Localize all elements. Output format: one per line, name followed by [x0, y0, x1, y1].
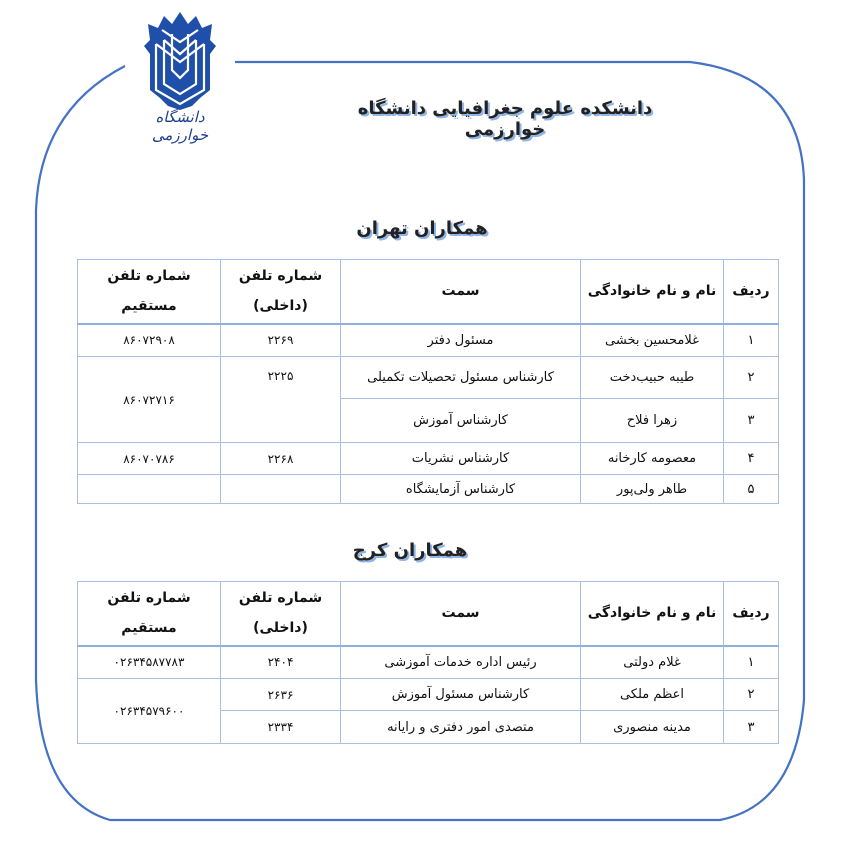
internal-phone-label: شماره تلفن: [238, 268, 323, 285]
staff-name: طیبه حبیب‌دخت: [581, 357, 724, 399]
col-header-name: نام و نام خانوادگی: [581, 582, 724, 646]
tehran-staff-table: [77, 259, 779, 504]
col-header-row: ردیف: [724, 260, 779, 324]
col-header-internal-phone: [221, 260, 341, 324]
internal-phone-label: شماره تلفن: [238, 590, 323, 607]
kharazmi-university-emblem-icon: [140, 10, 220, 110]
internal-phone: ۲۲۶۹: [221, 324, 341, 357]
direct-phone: ۸۶۰۷۲۹۰۸: [78, 324, 221, 357]
staff-name: طاهر ولی‌پور: [581, 475, 724, 504]
staff-name: مدینه منصوری: [581, 711, 724, 744]
table-row: [78, 646, 779, 679]
internal-phone: ۲۶۳۶: [221, 679, 341, 711]
table-row: [78, 443, 779, 475]
staff-position: مسئول دفتر: [341, 324, 581, 357]
col-header-position: سمت: [341, 260, 581, 324]
col-header-direct-phone: شماره تلفن مستقیم: [78, 260, 221, 324]
col-header-direct-phone: شماره تلفن مستقیم: [78, 582, 221, 646]
staff-name: اعظم ملکی: [581, 679, 724, 711]
staff-position: کارشناس مسئول آموزش: [341, 679, 581, 711]
row-number: ۳: [724, 711, 779, 744]
row-number: ۱: [724, 646, 779, 679]
staff-position: رئیس اداره خدمات آموزشی: [341, 646, 581, 679]
staff-position: کارشناس مسئول تحصیلات تکمیلی: [341, 357, 581, 399]
col-header-position: سمت: [341, 582, 581, 646]
row-number: ۵: [724, 475, 779, 504]
table-row: [78, 679, 779, 711]
row-number: ۲: [724, 679, 779, 711]
col-header-internal-phone: [221, 582, 341, 646]
col-header-name: نام و نام خانوادگی: [581, 260, 724, 324]
direct-phone: ۰۲۶۳۴۵۸۷۷۸۳: [78, 646, 221, 679]
direct-phone: ۸۶۰۷۲۷۱۶: [78, 357, 221, 443]
table-row: [78, 324, 779, 357]
direct-phone: [78, 475, 221, 504]
logo-text: دانشگاه خوارزمی: [151, 108, 209, 144]
internal-phone: ۲۴۰۴: [221, 646, 341, 679]
col-header-row: ردیف: [724, 582, 779, 646]
table-header-row: [78, 582, 779, 646]
row-number: ۲: [724, 357, 779, 399]
table-row: [78, 357, 779, 399]
tehran-section-title: همکاران تهران: [356, 218, 488, 239]
table-row: [78, 475, 779, 504]
staff-name: معصومه کارخانه: [581, 443, 724, 475]
karaj-staff-table: [77, 581, 779, 744]
karaj-section-title: همکاران کرج: [352, 540, 468, 561]
staff-name: غلام دولتی: [581, 646, 724, 679]
internal-phone-label-sub: (داخلی): [253, 620, 308, 637]
staff-position: کارشناس آموزش: [341, 399, 581, 443]
staff-name: غلامحسین بخشی: [581, 324, 724, 357]
internal-phone-label-sub: (داخلی): [253, 298, 308, 315]
staff-position: کارشناس آزمایشگاه: [341, 475, 581, 504]
direct-phone: ۸۶۰۷۰۷۸۶: [78, 443, 221, 475]
row-number: ۳: [724, 399, 779, 443]
page-title: دانشکده علوم جغرافیایی دانشگاه خوارزمی: [357, 98, 653, 140]
internal-phone: [221, 475, 341, 504]
table-header-row: [78, 260, 779, 324]
row-number: ۴: [724, 443, 779, 475]
row-number: ۱: [724, 324, 779, 357]
staff-position: متصدی امور دفتری و رایانه: [341, 711, 581, 744]
staff-position: کارشناس نشریات: [341, 443, 581, 475]
internal-phone: ۲۲۲۵: [221, 357, 341, 443]
internal-phone: ۲۳۳۴: [221, 711, 341, 744]
internal-phone: ۲۲۶۸: [221, 443, 341, 475]
staff-name: زهرا فلاح: [581, 399, 724, 443]
direct-phone: ۰۲۶۳۴۵۷۹۶۰۰: [78, 679, 221, 744]
